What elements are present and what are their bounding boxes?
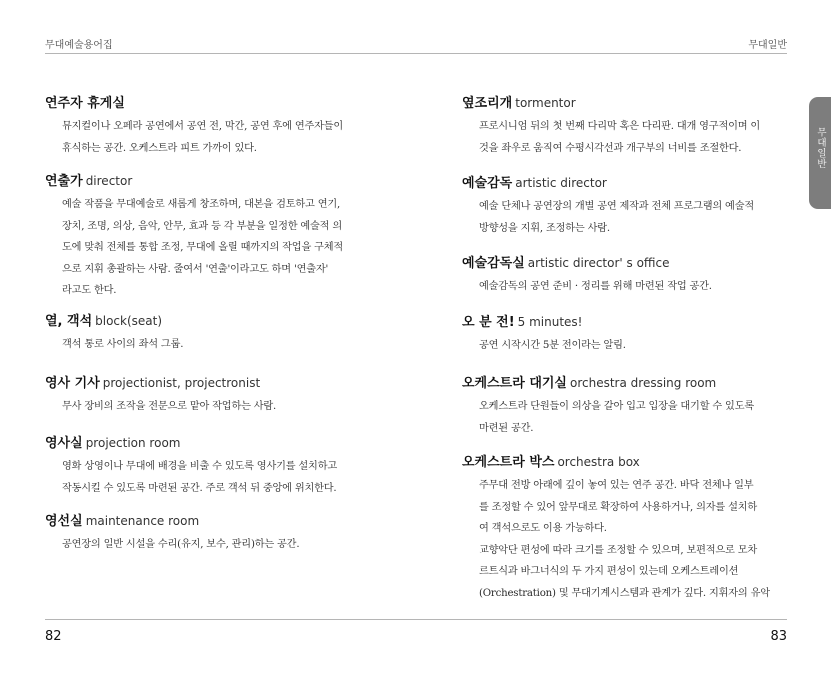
entry-term <box>45 374 375 393</box>
definition-line: 도에 맞춰 전체를 통합 조정, 무대에 올릴 때까지의 작업을 구체적 <box>62 242 344 253</box>
entry-definition <box>462 196 787 239</box>
glossary-entry <box>45 172 375 302</box>
entry-term-english: projection room <box>85 436 181 450</box>
entry-definition <box>45 456 375 499</box>
definition-line: 뮤지컬이나 오페라 공연에서 공연 전, 막간, 공연 후에 연주자들이 <box>62 121 344 132</box>
entry-term-korean: 오케스트라 박스 <box>462 455 555 470</box>
definition-line: 여 객석으로도 이용 가능하다. <box>479 523 607 534</box>
definition-line: 장치, 조명, 의상, 음악, 안무, 효과 등 각 부분을 일정한 예술적 의 <box>62 220 342 232</box>
entry-term <box>462 254 787 273</box>
section-tab-label: 무대일반 <box>815 127 826 169</box>
entry-term-korean: 예술감독실 <box>462 256 525 271</box>
definition-line: 예술 단체나 공연장의 개별 공연 제작과 전체 프로그램의 예술적 <box>479 201 754 212</box>
definition-line: 예술 작품을 무대예술로 새롭게 창조하며, 대본을 검토하고 연기, <box>62 199 341 210</box>
entry-definition <box>45 534 375 556</box>
definition-line: 것을 좌우로 움직여 수평시각선과 개구부의 너비를 조절한다. <box>479 142 742 154</box>
entry-term-korean: 연주자 휴게실 <box>45 96 125 111</box>
entry-term-korean: 열, 객석 <box>45 314 93 329</box>
glossary-entry <box>45 312 375 356</box>
entry-term <box>45 512 375 531</box>
entry-term-english: artistic director <box>515 176 607 190</box>
glossary-entry <box>462 453 787 604</box>
definition-line: 공연 시작시간 5분 전이라는 알림. <box>479 340 626 351</box>
definition-line: (Orchestration) 및 무대기계시스템과 관계가 깊다. 지휘자의 유악 <box>479 587 770 599</box>
definition-line: 교향악단 편성에 따라 크기를 조정할 수 있으며, 보편적으로 모차 <box>479 544 758 556</box>
entry-term <box>462 174 787 193</box>
entry-definition <box>462 276 787 298</box>
definition-line: 마련된 공간. <box>479 422 534 434</box>
running-header-right: 무대일반 <box>748 40 787 51</box>
running-header-left: 무대예술용어집 <box>45 40 113 51</box>
entry-term-korean: 오 분 전! <box>462 315 515 330</box>
definition-line: 공연장의 일반 시설을 수리(유지, 보수, 관리)하는 공간. <box>62 539 300 550</box>
definition-line: 영화 상영이나 무대에 배경을 비출 수 있도록 영사기를 설치하고 <box>62 461 337 472</box>
entry-term-english: director <box>85 174 133 188</box>
glossary-entry <box>45 94 375 159</box>
entry-definition <box>45 396 375 418</box>
entry-term-english: tormentor <box>515 96 576 110</box>
entry-term <box>45 172 375 191</box>
glossary-entry <box>462 374 787 439</box>
entry-term-english: artistic director' s office <box>527 256 670 270</box>
entry-definition <box>45 116 375 159</box>
section-tab[interactable] <box>809 97 831 209</box>
entry-term-english: projectionist, projectronist <box>102 376 261 390</box>
entry-term-korean: 옆조리개 <box>462 96 513 111</box>
definition-line: 를 조정할 수 있어 앞무대로 확장하여 사용하거나, 의자를 설치하 <box>479 501 758 513</box>
glossary-entry <box>462 94 787 159</box>
glossary-entry <box>45 434 375 499</box>
definition-line: 주무대 전방 아래에 깊이 놓여 있는 연주 공간. 바닥 전체나 일부 <box>479 480 754 491</box>
entry-term <box>462 94 787 113</box>
definition-line: 르트식과 바그너식의 두 가지 편성이 있는데 오케스트레이션 <box>479 566 739 577</box>
entry-definition <box>45 194 375 302</box>
entry-definition <box>462 396 787 439</box>
entry-term <box>45 434 375 453</box>
definition-line: 라고도 한다. <box>62 285 117 296</box>
glossary-entry <box>45 512 375 556</box>
definition-line: 무사 장비의 조작을 전문으로 맡아 작업하는 사람. <box>62 401 277 412</box>
entry-term-english: orchestra box <box>557 455 640 469</box>
entry-term-korean: 예술감독 <box>462 176 513 191</box>
definition-line: 예술감독의 공연 준비 · 정리를 위해 마련된 작업 공간. <box>479 281 712 292</box>
entry-term-korean: 영사 기사 <box>45 376 100 391</box>
entry-term-korean: 영사실 <box>45 436 83 451</box>
entry-term <box>45 94 375 113</box>
definition-line: 오케스트라 단원들이 의상을 갈아 입고 입장을 대기할 수 있도록 <box>479 401 754 412</box>
entry-term-korean: 영선실 <box>45 514 83 529</box>
entry-term-korean: 오케스트라 대기실 <box>462 376 567 391</box>
glossary-entry <box>462 254 787 298</box>
entry-definition <box>462 116 787 159</box>
glossary-entry <box>462 313 787 357</box>
entry-term <box>45 312 375 331</box>
entry-term <box>462 374 787 393</box>
entry-term-korean: 연출가 <box>45 174 83 189</box>
entry-definition <box>462 335 787 357</box>
page-number-right: 83 <box>770 629 787 644</box>
glossary-entry <box>462 174 787 239</box>
entry-term <box>462 453 787 472</box>
definition-line: 휴식하는 공간. 오케스트라 피트 가까이 있다. <box>62 142 257 154</box>
footer-rule <box>45 619 787 620</box>
entry-term-english: orchestra dressing room <box>570 376 717 390</box>
entry-term-english: maintenance room <box>85 514 200 528</box>
definition-line: 프로시니엄 뒤의 첫 번째 다리막 혹은 다리판. 대개 영구적이며 이 <box>479 121 761 132</box>
entry-term-english: 5 minutes! <box>517 315 583 329</box>
glossary-entry <box>45 374 375 418</box>
definition-line: 방향성을 지휘, 조정하는 사람. <box>479 222 610 234</box>
header-rule <box>45 53 787 54</box>
entry-term-english: block(seat) <box>95 314 163 328</box>
entry-term <box>462 313 787 332</box>
definition-line: 객석 통로 사이의 좌석 그룹. <box>62 339 184 350</box>
definition-line: 작동시킬 수 있도록 마련된 공간. 주로 객석 뒤 중앙에 위치한다. <box>62 482 337 494</box>
definition-line: 으로 지휘 총괄하는 사람. 줄여서 '연출'이라고도 하며 '연출자' <box>62 263 329 275</box>
page-number-left: 82 <box>45 629 62 644</box>
entry-definition <box>45 334 375 356</box>
entry-definition <box>462 475 787 604</box>
